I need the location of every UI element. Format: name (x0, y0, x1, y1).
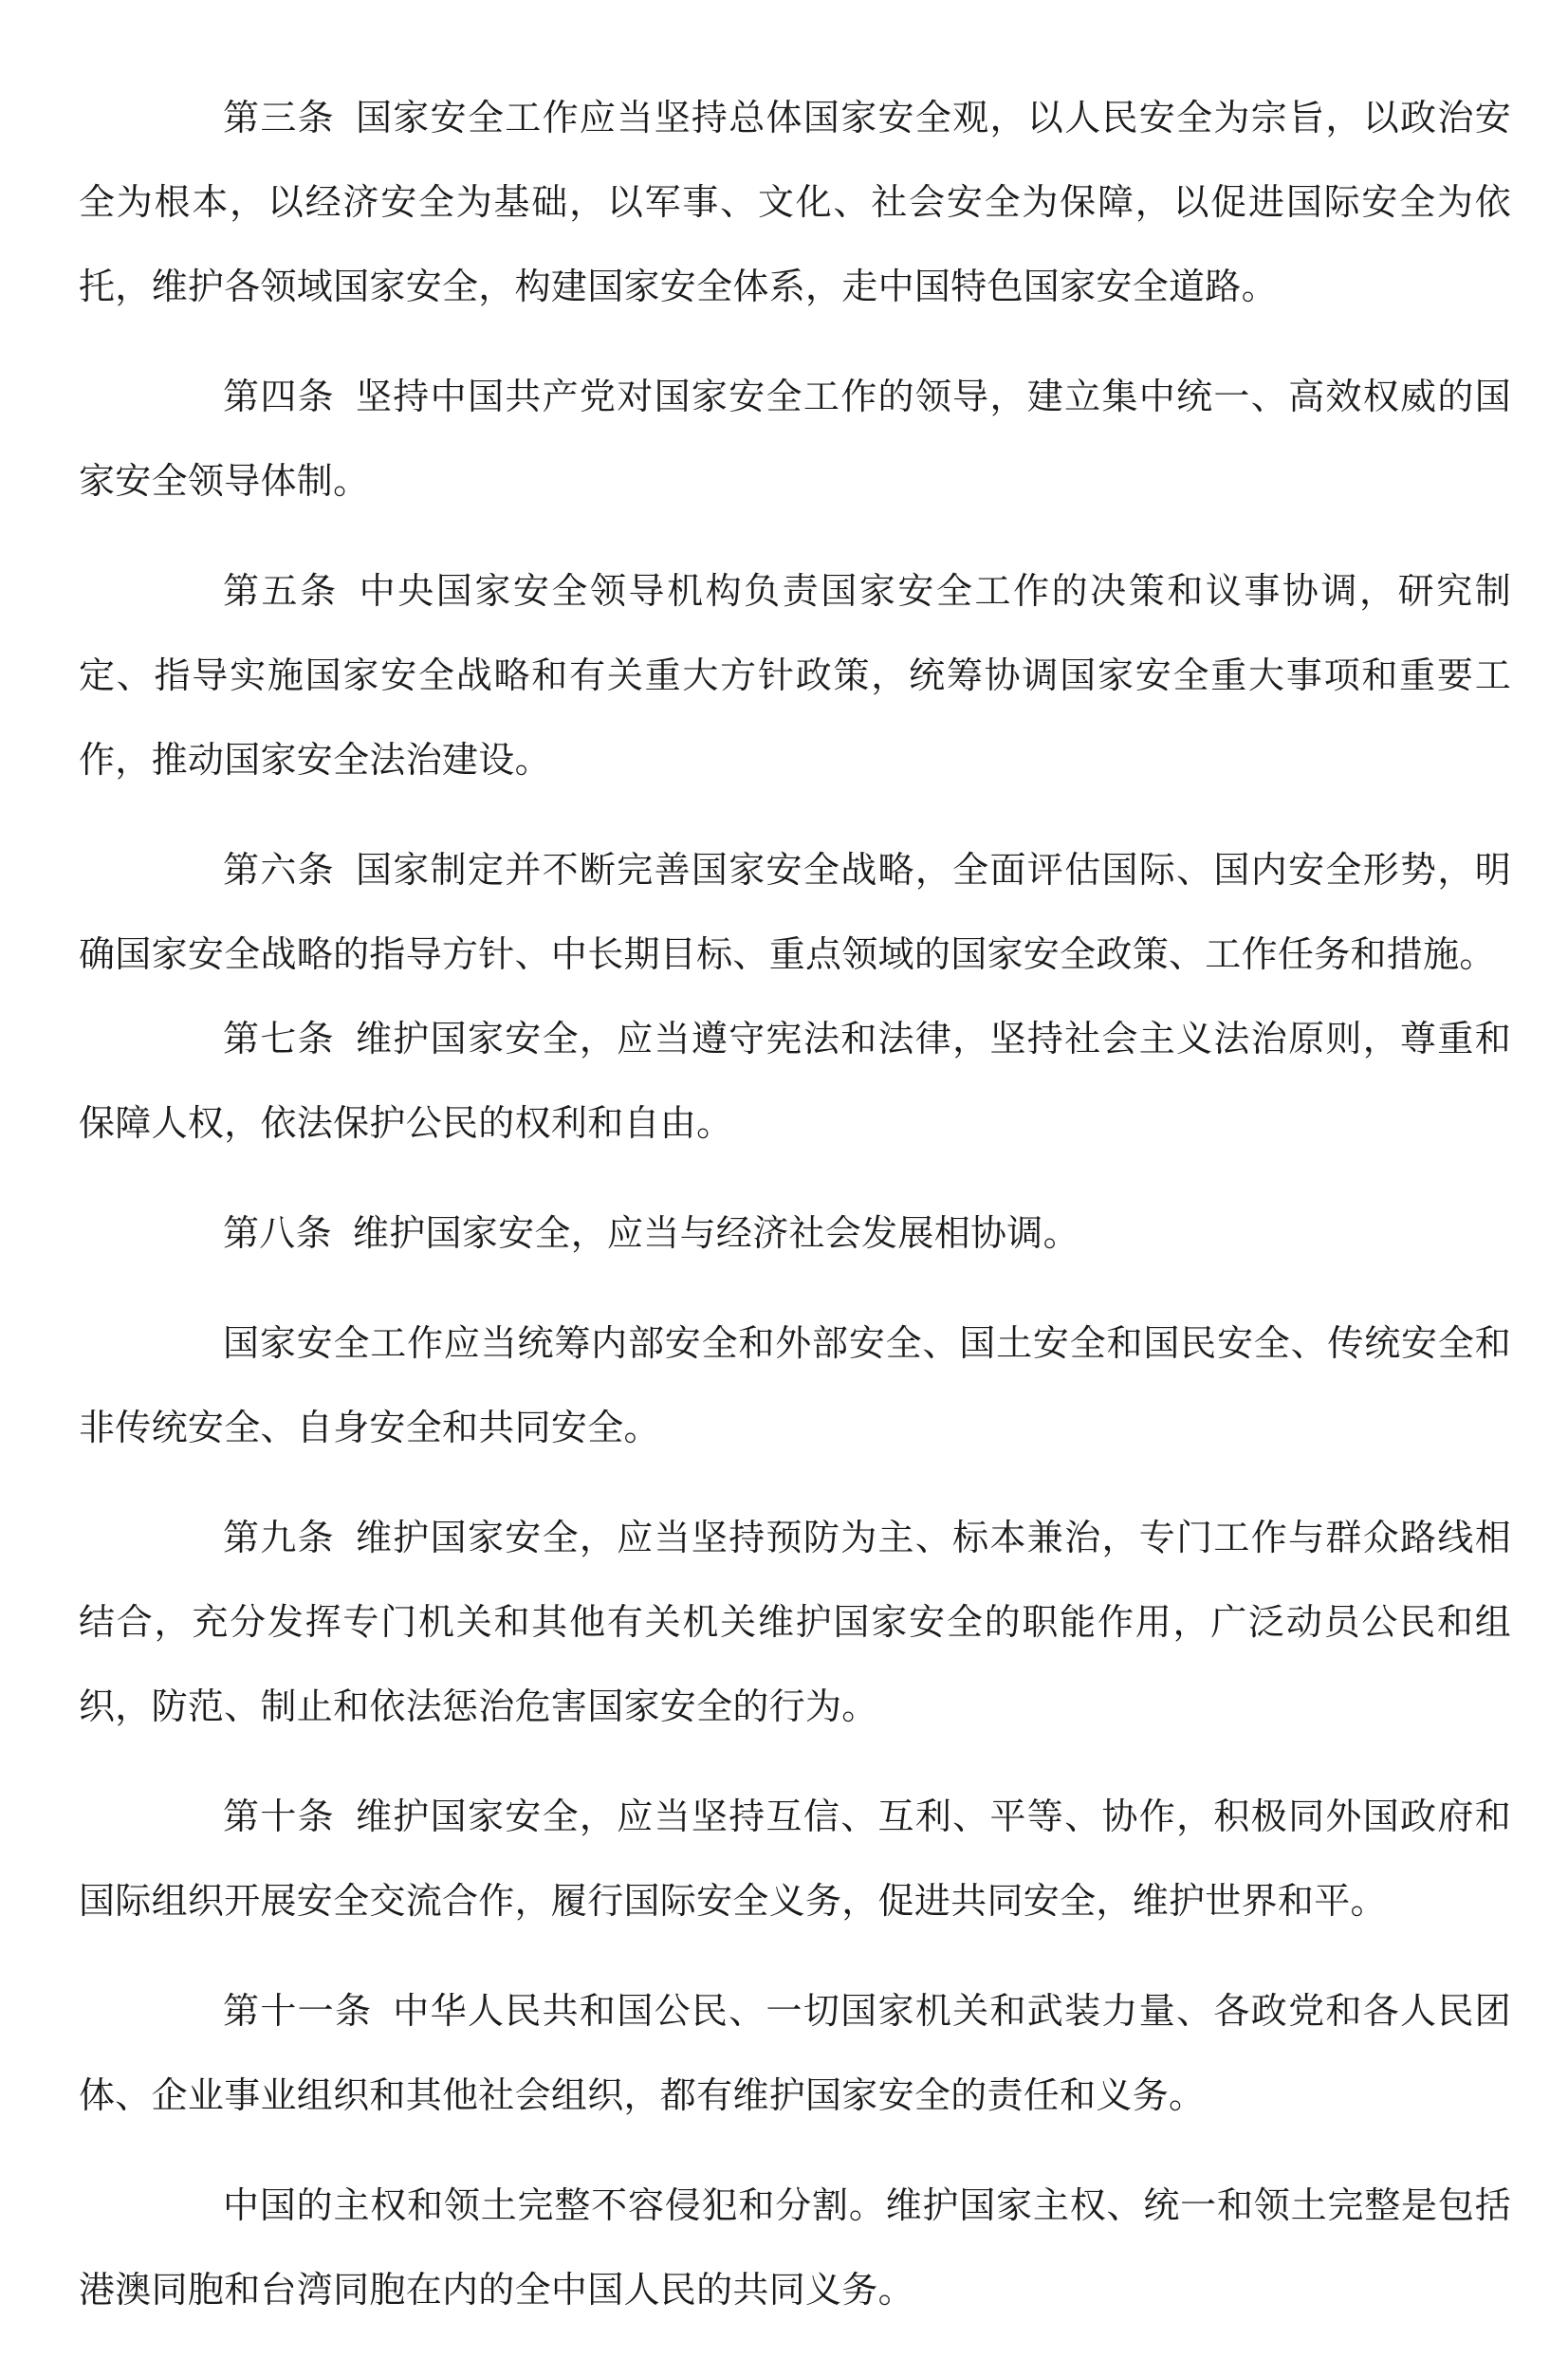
article-text: 坚持中国共产党对国家安全工作的领导，建立集中统一、高效权威的国家安全领导体制。 (79, 376, 1511, 502)
article-number: 第八条 (223, 1212, 332, 1254)
article-text: 维护国家安全，应当遵守宪法和法律，坚持社会主义法治原则，尊重和保障人权，依法保护公民的权利和自由。 (79, 1018, 1511, 1144)
article-10-paragraph (79, 1775, 1511, 1944)
article-text: 中华人民共和国公民、一切国家机关和武装力量、各政党和各人民团体、企业事业组织和其他社会组织，都有维护国家安全的责任和义务。 (79, 1990, 1511, 2116)
article-8-continuation-paragraph (79, 1301, 1511, 1470)
article-11-continuation-paragraph (79, 2164, 1511, 2332)
article-number: 第四条 (223, 376, 335, 417)
article-8-paragraph (79, 1191, 1511, 1276)
article-number: 第九条 (223, 1517, 335, 1558)
article-4-paragraph (79, 355, 1511, 524)
article-text: 中国的主权和领土完整不容侵犯和分割。维护国家主权、统一和领土完整是包括港澳同胞和台湾同胞在内的全中国人民的共同义务。 (79, 2184, 1511, 2311)
article-3-paragraph (79, 76, 1511, 329)
document-body (79, 76, 1511, 2358)
article-number: 第三条 (223, 97, 335, 138)
article-number: 第七条 (223, 1018, 335, 1059)
article-11-paragraph (79, 1969, 1511, 2138)
article-text: 国家制定并不断完善国家安全战略，全面评估国际、国内安全形势，明确国家安全战略的指导方针、中长期目标、重点领域的国家安全政策、工作任务和措施。 (79, 849, 1511, 975)
article-6-paragraph (79, 828, 1511, 997)
article-number: 第六条 (223, 849, 335, 891)
article-5-paragraph (79, 549, 1511, 802)
article-number: 第十条 (223, 1796, 335, 1837)
article-text: 国家安全工作应当坚持总体国家安全观，以人民安全为宗旨，以政治安全为根本，以经济安全为基础，以军事、文化、社会安全为保障，以促进国际安全为依托，维护各领域国家安全，构建国家安全体系，走中国特色国家安全道路。 (79, 97, 1511, 307)
article-number: 第五条 (223, 570, 339, 612)
article-text: 维护国家安全，应当坚持互信、互利、平等、协作，积极同外国政府和国际组织开展安全交流合作，履行国际安全义务，促进共同安全，维护世界和平。 (79, 1796, 1511, 1922)
article-number: 第十一条 (223, 1990, 373, 2032)
article-9-paragraph (79, 1496, 1511, 1749)
article-text: 维护国家安全，应当与经济社会发展相协调。 (352, 1212, 1079, 1254)
article-7-paragraph (79, 997, 1511, 1166)
article-text: 中央国家安全领导机构负责国家安全工作的决策和议事协调，研究制定、指导实施国家安全战略和有关重大方针政策，统筹协调国家安全重大事项和重要工作，推动国家安全法治建设。 (79, 570, 1511, 781)
article-text: 维护国家安全，应当坚持预防为主、标本兼治，专门工作与群众路线相结合，充分发挥专门机关和其他有关机关维护国家安全的职能作用，广泛动员公民和组织，防范、制止和依法惩治危害国家安全的行为。 (79, 1517, 1511, 1727)
article-text: 国家安全工作应当统筹内部安全和外部安全、国土安全和国民安全、传统安全和非传统安全、自身安全和共同安全。 (79, 1322, 1511, 1448)
